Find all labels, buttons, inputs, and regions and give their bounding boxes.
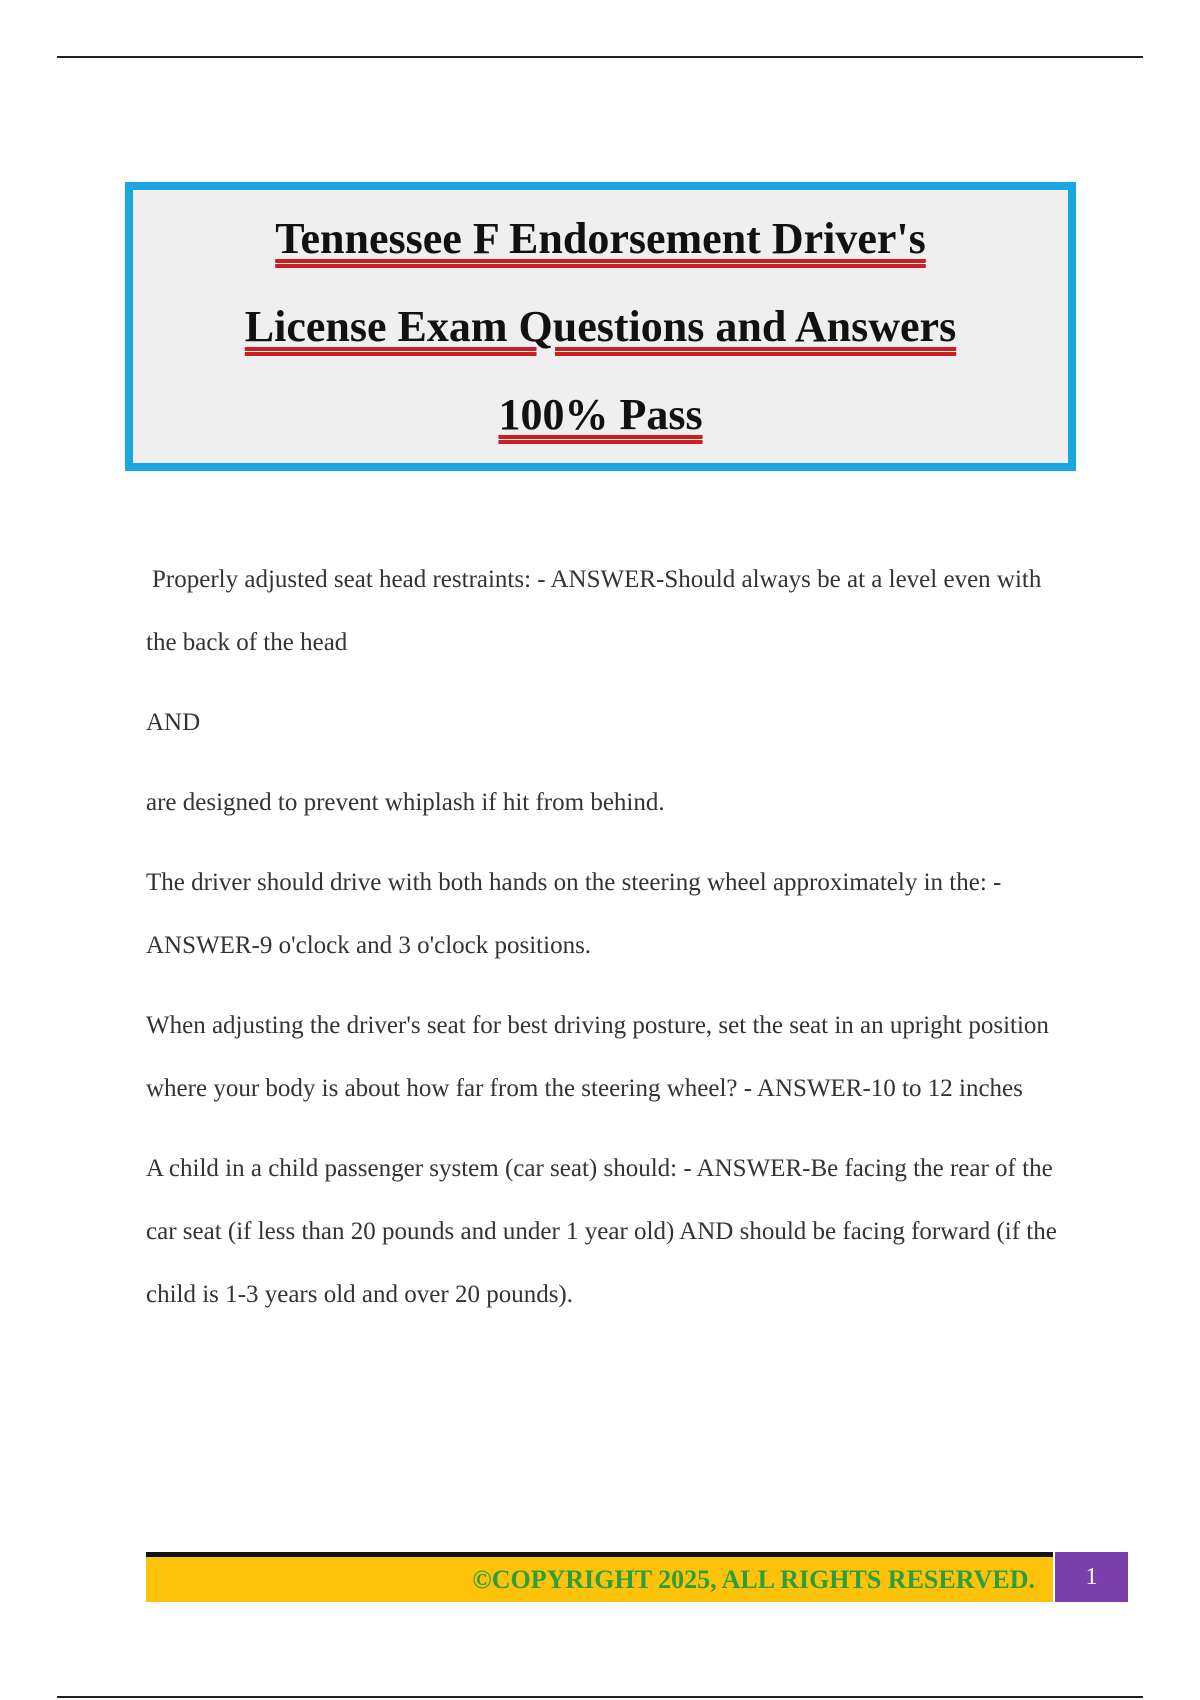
page-footer — [146, 1552, 1128, 1602]
paragraph-steering-hands: The driver should drive with both hands on the steering wheel approximately in the: - ANSWER-9 o'clock and 3 o'clock positions. — [146, 869, 1002, 959]
title-box — [125, 182, 1076, 471]
bottom-rule — [57, 1696, 1143, 1698]
paragraph-whiplash: are designed to prevent whiplash if hit from behind. — [146, 789, 665, 816]
top-rule — [57, 56, 1143, 58]
title-line-2: License Exam Questions and Answers — [244, 301, 957, 351]
copyright-text: ©COPYRIGHT 2025, ALL RIGHTS RESERVED. — [472, 1564, 1035, 1594]
paragraph-child-seat: A child in a child passenger system (car seat) should: - ANSWER-Be facing the rear of the car seat (if less than 20 pounds and under 1 year old) AND should be facing forward (if the child is 1-3 years old and over 20 pounds). — [146, 1155, 1057, 1308]
paragraph-seat-distance: When adjusting the driver's seat for best driving posture, set the seat in an upright position where your body is about how far from the steering wheel? - ANSWER-10 to 12 inches — [146, 1012, 1049, 1102]
paragraph-and: AND — [146, 709, 201, 736]
copyright-band — [146, 1552, 1053, 1602]
title-line-3: 100% Pass — [498, 389, 703, 439]
paragraph-head-restraints: Properly adjusted seat head restraints: - ANSWER-Should always be at a level even with the back of the head — [146, 566, 1042, 656]
title-line-1: Tennessee F Endorsement Driver's — [275, 213, 926, 263]
page-number-badge: 1 — [1055, 1552, 1128, 1602]
document-body — [146, 548, 1066, 1343]
